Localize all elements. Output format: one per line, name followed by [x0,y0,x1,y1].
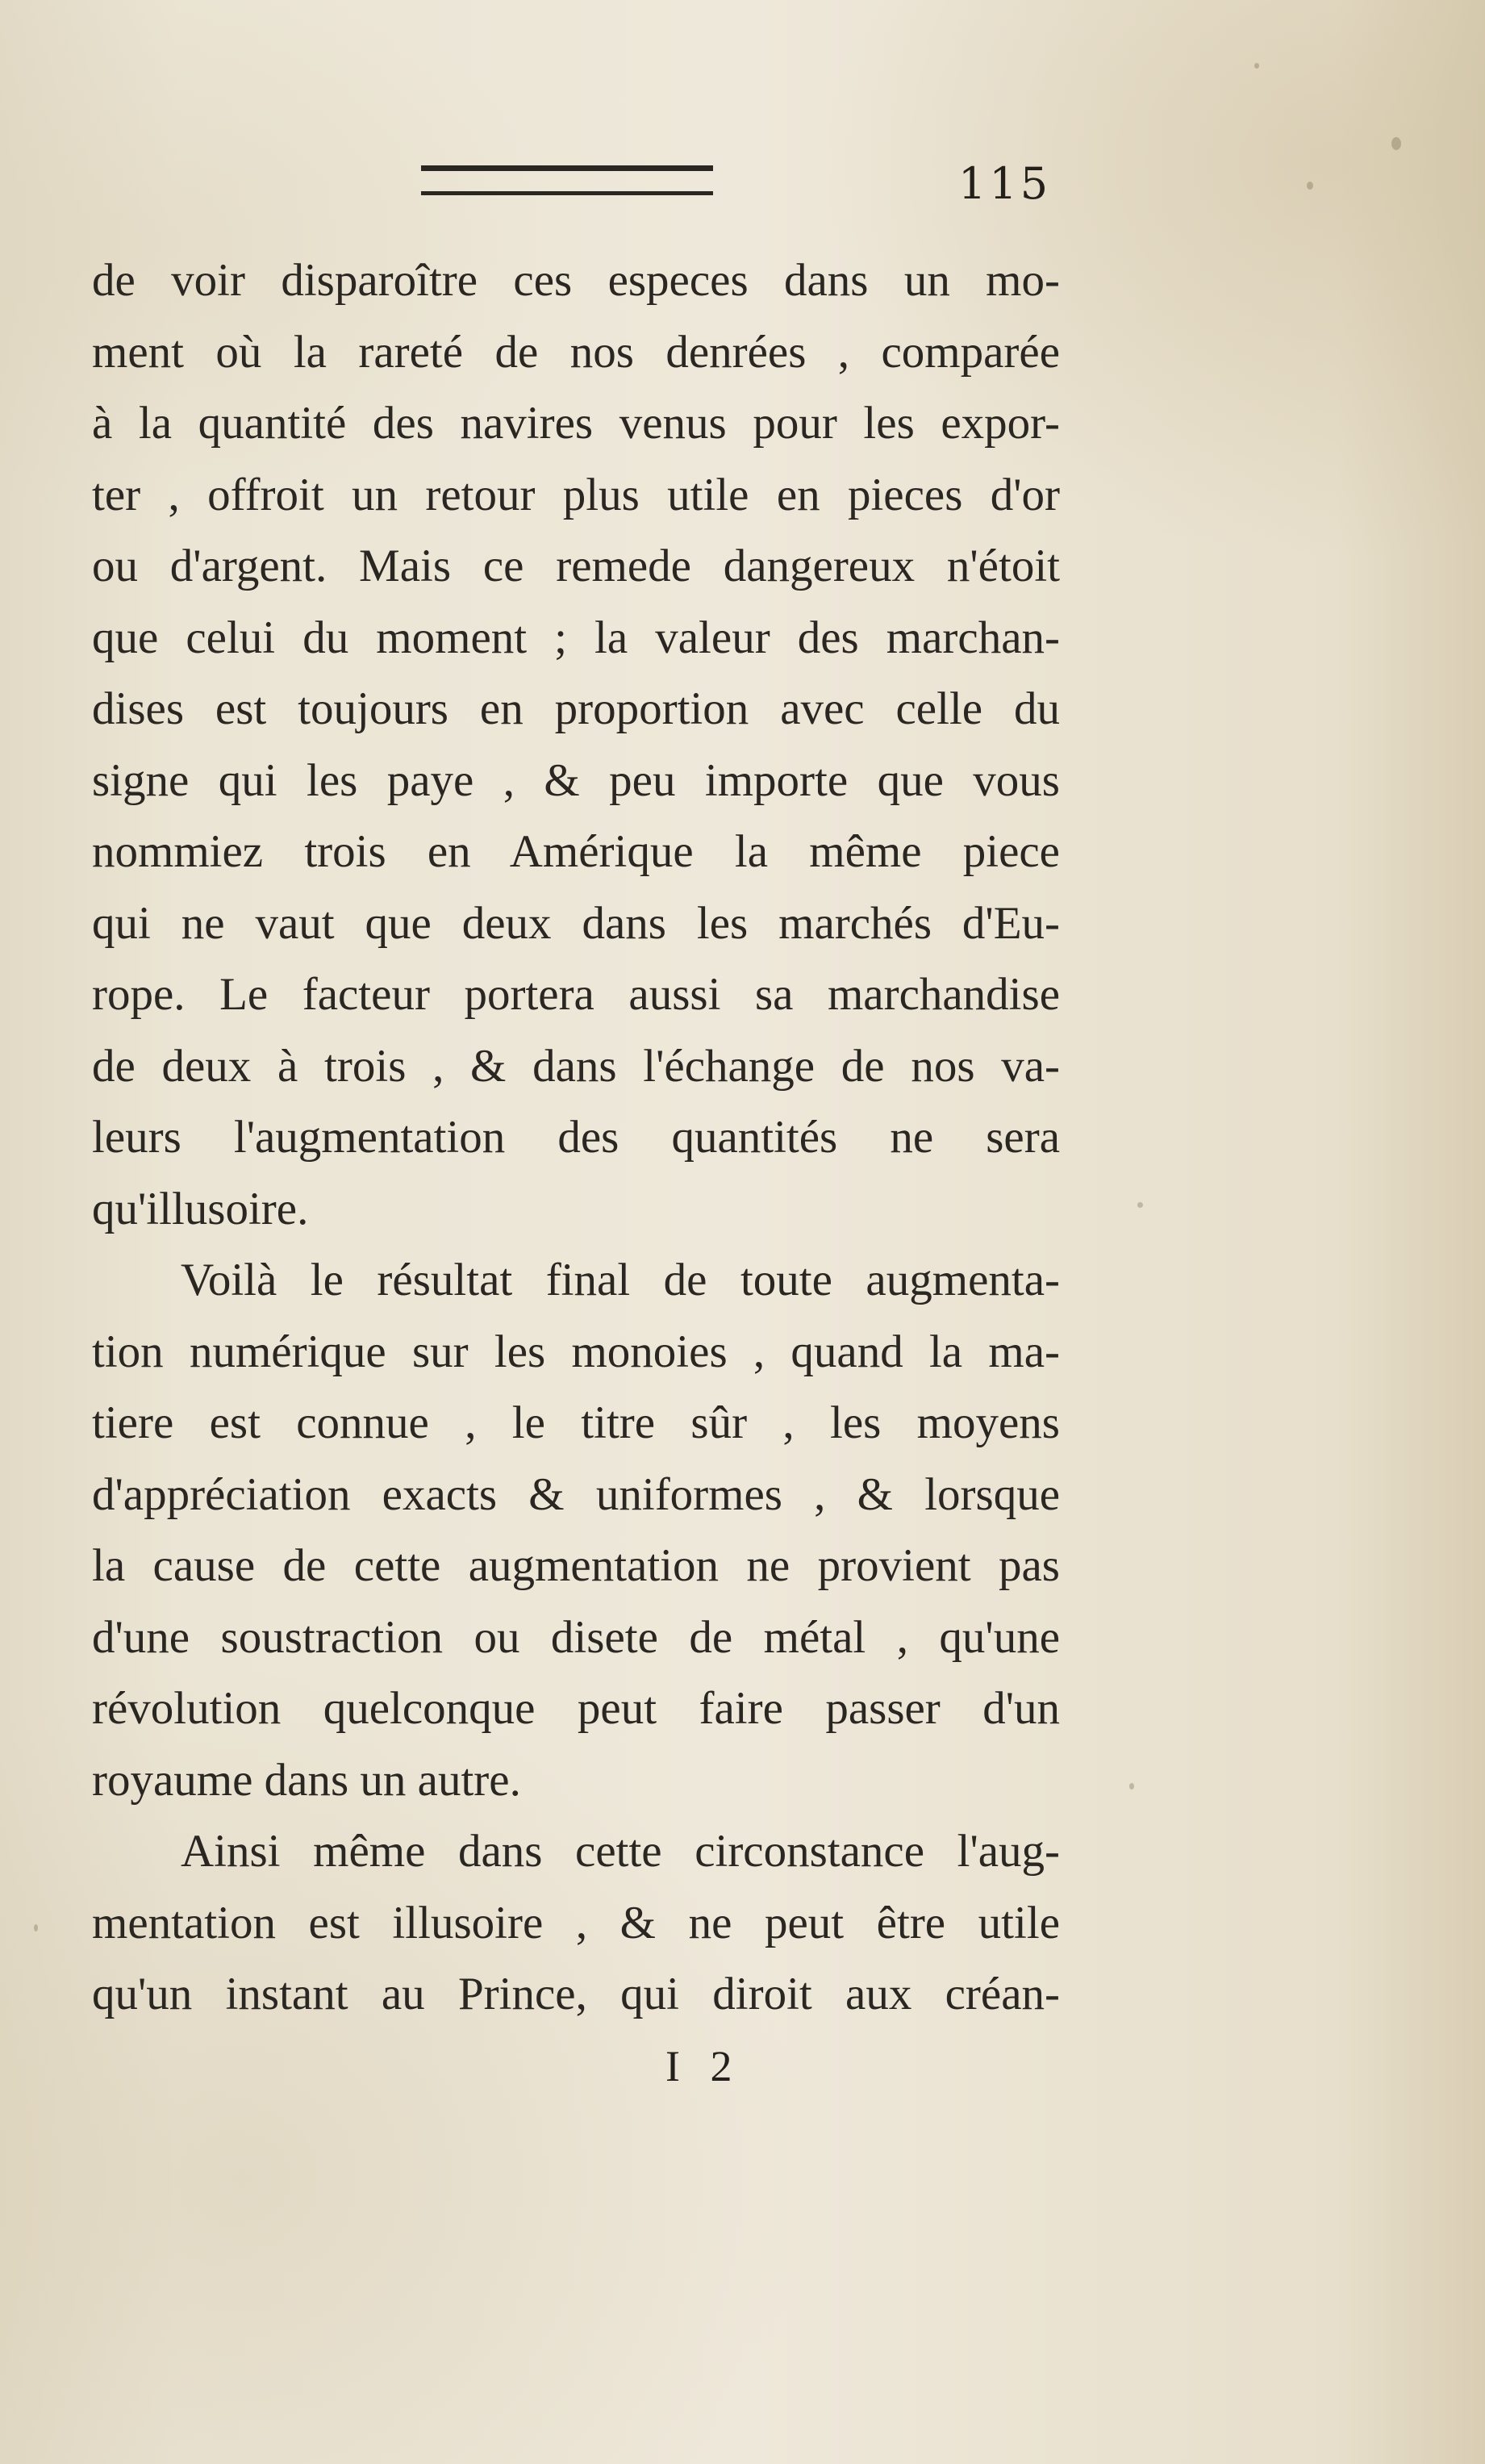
paragraph-start-line: Ainsi même dans cette circonstance l'aug- [181,1826,1060,1877]
book-page: 115 de voir disparoître ces especes dans un mo- ment où la rareté de nos denrées , comparée à la quantité des navires venus pour les expor- ter , offroit un retour plus utile en pieces d'or ou d'argent. Mais ce remede dangereux n'étoit que celui du moment ; la valeur des marchan- dises est toujours en proportion avec celle du signe qui les paye , & peu importe que vous nommiez trois en Amérique la même piece qui ne vaut que deux dans les marchés d'Eu- rope. Le facteur portera aussi sa marchandise de deux à trois , & dans l'échange de nos va- leurs l'augmentation des quantités ne sera qu'illusoire. Voilà le résultat final de toute augmenta- tion numérique sur les monoies , quand la ma- tiere est connue , le titre sûr , les moyens d'appréciation exacts & uniformes , & lorsque la cause de cette augmentation ne provient pas d'une soustraction ou disete de métal , qu'une révolution quelconque peut faire passer d'un royaume dans un autre. Ainsi même dans cette circonstance l'aug- mentation est illusoire , & ne peut être utile qu'un instant au Prince, qui diroit aux créan- I 2 [0,0,1485,2464]
text-line: qu'un instant au Prince, qui diroit aux créan- [92,1969,1060,2019]
text-line: la cause de cette augmentation ne provient pas [92,1540,1060,1591]
text-line: signe qui les paye , & peu importe que vous [92,754,1060,806]
text-line: mentation est illusoire , & ne peut être utile [92,1897,1060,1948]
paragraph-start-line: Voilà le résultat final de toute augmenta- [181,1255,1060,1305]
text-line: rope. Le facteur portera aussi sa marchandise [92,969,1060,1020]
text-line: d'appréciation exacts & uniformes , & lorsque [92,1468,1060,1520]
text-line: qui ne vaut que deux dans les marchés d'Eu- [92,897,1060,949]
paper-fleck [1254,63,1259,69]
text-line: royaume dans un autre. [92,1754,521,1806]
paper-fleck [1307,182,1313,190]
text-line: à la quantité des navires venus pour les expor- [92,398,1060,449]
paper-fleck [34,1924,38,1932]
paper-fleck [1391,137,1401,150]
header-rule-thick [421,165,713,171]
text-line: que celui du moment ; la valeur des marchan- [92,612,1060,663]
text-line: de voir disparoître ces especes dans un mo- [92,255,1060,306]
text-line: dises est toujours en proportion avec celle du [92,683,1060,734]
paper-fleck [1137,1202,1143,1208]
text-line: de deux à trois , & dans l'échange de nos va- [92,1040,1060,1092]
text-line: tion numérique sur les monoies , quand la ma- [92,1326,1060,1377]
text-line: leurs l'augmentation des quantités ne sera [92,1112,1060,1163]
text-line: ter , offroit un retour plus utile en pieces d'or [92,469,1060,520]
signature-mark: I 2 [665,2042,742,2090]
header-rule-thin [421,191,713,195]
text-line: révolution quelconque peut faire passer d'un [92,1683,1060,1734]
text-line: nommiez trois en Amérique la même piece [92,826,1060,877]
text-line: ou d'argent. Mais ce remede dangereux n'étoit [92,541,1060,591]
text-line: tiere est connue , le titre sûr , les moyens [92,1397,1060,1448]
body-text [92,245,1060,2031]
text-line: qu'illusoire. [92,1183,309,1234]
text-line: d'une soustraction ou disete de métal , qu'une [92,1611,1060,1663]
text-line: ment où la rareté de nos denrées , comparée [92,326,1060,378]
paper-fleck [1129,1783,1134,1790]
